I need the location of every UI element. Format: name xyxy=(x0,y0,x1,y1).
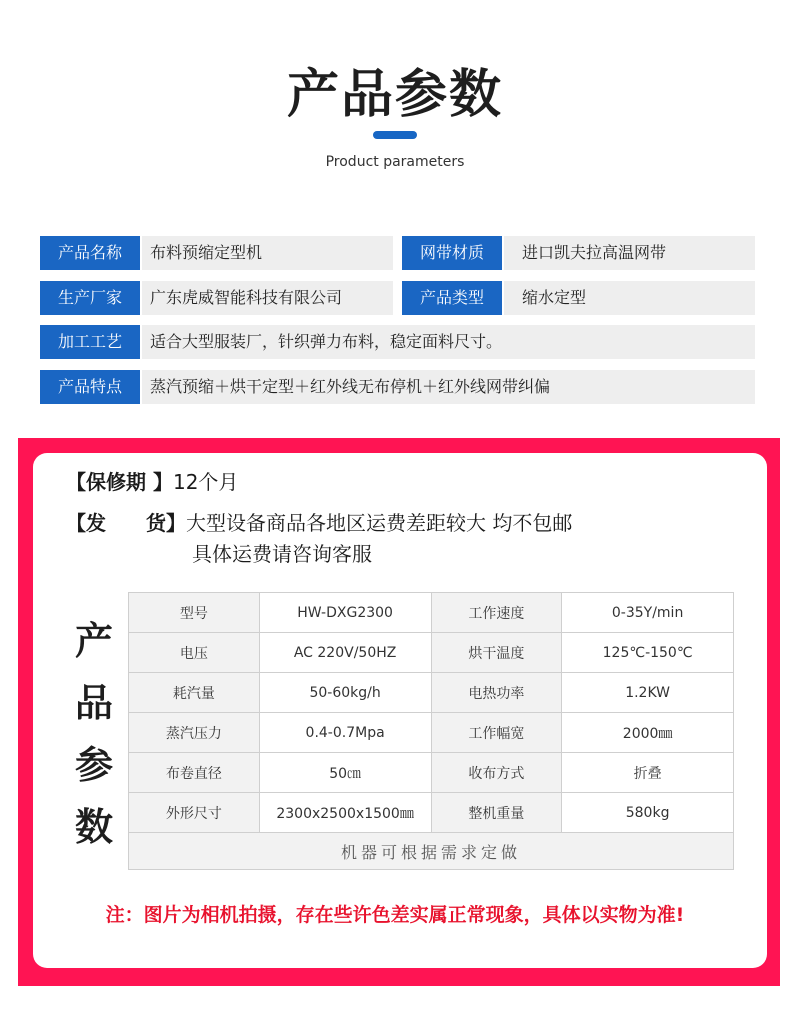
param-name: 烘干温度 xyxy=(431,633,562,673)
title-underline xyxy=(373,131,417,139)
warranty-key: 【保修期 】 xyxy=(66,470,173,494)
table-row xyxy=(129,713,734,753)
param-value: 50-60kg/h xyxy=(259,673,431,713)
vertical-title-char: 品 xyxy=(74,681,113,725)
param-name: 蒸汽压力 xyxy=(129,713,260,753)
param-value: 1.2KW xyxy=(562,673,734,713)
table-row xyxy=(129,673,734,713)
warranty-line xyxy=(66,466,238,495)
param-value: 折叠 xyxy=(562,753,734,793)
param-name: 电压 xyxy=(129,633,260,673)
warranty-value: 12个月 xyxy=(172,470,239,494)
param-name: 布卷直径 xyxy=(129,753,260,793)
spec-row-features xyxy=(40,370,755,404)
table-row xyxy=(129,593,734,633)
param-value: HW-DXG2300 xyxy=(259,593,431,633)
spec-label-process: 加工工艺 xyxy=(40,325,140,359)
table-row xyxy=(129,793,734,833)
spec-row-manufacturer-type xyxy=(40,281,755,315)
table-row xyxy=(129,753,734,793)
spec-row-process xyxy=(40,325,755,359)
param-value: 0-35Y/min xyxy=(562,593,734,633)
spec-value-process: 适合大型服装厂，针织弹力布料，稳定面料尺寸。 xyxy=(142,325,755,359)
param-name: 电热功率 xyxy=(431,673,562,713)
spec-row-name-material xyxy=(40,236,755,270)
warning-text: 注：图片为相机拍摄，存在些许色差实属正常现象，具体以实物为准! xyxy=(105,904,685,926)
vertical-title-char: 产 xyxy=(74,619,113,663)
vertical-title xyxy=(66,610,122,858)
custom-note: 机器可根据需求定做 xyxy=(129,833,734,870)
param-name: 外形尺寸 xyxy=(129,793,260,833)
vertical-title-char: 参 xyxy=(74,743,113,787)
param-name: 整机重量 xyxy=(431,793,562,833)
shipping-text-1: 大型设备商品各地区运费差距较大 均不包邮 xyxy=(186,511,573,535)
spec-label-features: 产品特点 xyxy=(40,370,140,404)
table-row xyxy=(129,833,734,870)
param-value: 50㎝ xyxy=(259,753,431,793)
shipping-line xyxy=(66,507,572,536)
params-table xyxy=(128,592,734,870)
param-value: 2000㎜ xyxy=(562,713,734,753)
param-value: AC 220V/50HZ xyxy=(259,633,431,673)
shipping-key: 【发 货】 xyxy=(66,511,186,535)
param-name: 收布方式 xyxy=(431,753,562,793)
spec-value-features: 蒸汽预缩＋烘干定型＋红外线无布停机＋红外线网带纠偏 xyxy=(142,370,755,404)
param-value: 0.4-0.7Mpa xyxy=(259,713,431,753)
spec-value-belt-material: 进口凯夫拉高温网带 xyxy=(504,236,755,270)
spec-value-manufacturer: 广东虎威智能科技有限公司 xyxy=(142,281,393,315)
shipping-text-2: 具体运费请咨询客服 xyxy=(192,542,372,566)
param-name: 工作速度 xyxy=(431,593,562,633)
spec-label-belt-material: 网带材质 xyxy=(402,236,502,270)
spec-label-manufacturer: 生产厂家 xyxy=(40,281,140,315)
spec-value-product-name: 布料预缩定型机 xyxy=(142,236,393,270)
spec-value-product-type: 缩水定型 xyxy=(504,281,755,315)
param-value: 2300x2500x1500㎜ xyxy=(259,793,431,833)
page-subtitle: Product parameters xyxy=(325,154,465,170)
param-value: 125℃-150℃ xyxy=(562,633,734,673)
vertical-title-char: 数 xyxy=(74,805,113,849)
page-title: 产品参数 xyxy=(286,65,503,125)
shipping-line-2 xyxy=(192,538,372,567)
param-name: 工作幅宽 xyxy=(431,713,562,753)
param-name: 耗汽量 xyxy=(129,673,260,713)
spec-label-product-name: 产品名称 xyxy=(40,236,140,270)
spec-label-product-type: 产品类型 xyxy=(402,281,502,315)
param-value: 580kg xyxy=(562,793,734,833)
table-row xyxy=(129,633,734,673)
param-name: 型号 xyxy=(129,593,260,633)
